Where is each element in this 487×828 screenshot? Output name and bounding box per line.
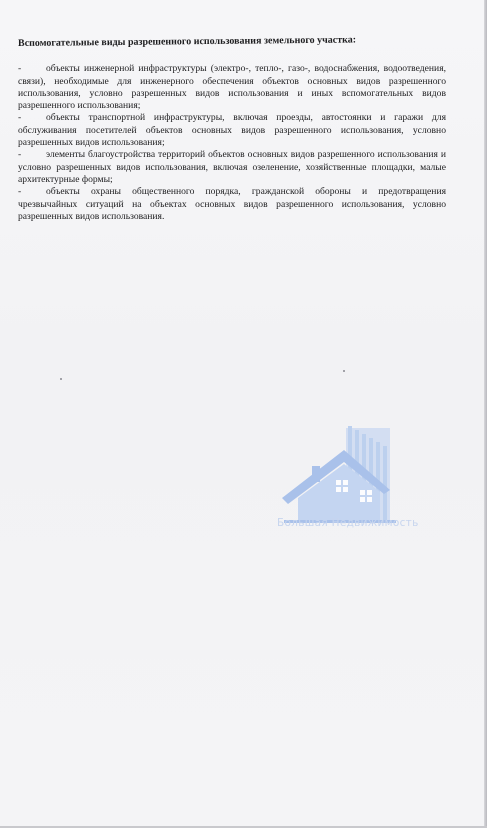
list-item-text: объекты транспортной инфраструктуры, включая проезды, автостоянки и гаражи для обслуживания посетителей объектов основных видов разрешенного использования, условно разрешенных видов использования; [18,112,446,149]
list-item [18,149,446,186]
list-bullet: - [18,63,22,75]
list-item [18,63,446,112]
document-body [17,34,446,223]
list-item [18,186,446,223]
list-bullet: - [18,149,22,161]
list-bullet: - [18,186,22,198]
scan-speck [343,370,345,372]
list-item-text: элементы благоустройства территорий объектов основных видов разрешенного использования и условно разрешенных видов использования, включая озеленение, хозяйственные площадки, малые архитектурные формы; [18,149,446,185]
scan-speck [60,378,62,380]
list-item [18,112,446,149]
watermark-text: Большая Недвижимость [277,517,419,529]
list-item-text: объекты инженерной инфраструктуры (электро-, тепло-, газо-, водоснабжения, водоотведения, связи), необходимые для инженерного обеспечения объектов основных видов разрешенного использования, условно разрешенных видов использования и иных вспомогательных видов разрешенного использования; [18,63,446,112]
list-item-text: объекты охраны общественного порядка, гражданской обороны и предотвращения чрезвычайных ситуаций на объектах основных видов разрешенного использования, условно разрешенных видов использования. [18,186,446,222]
list-bullet: - [18,112,22,124]
section-heading: Вспомогательные виды разрешенного использования земельного участка: [17,34,357,49]
